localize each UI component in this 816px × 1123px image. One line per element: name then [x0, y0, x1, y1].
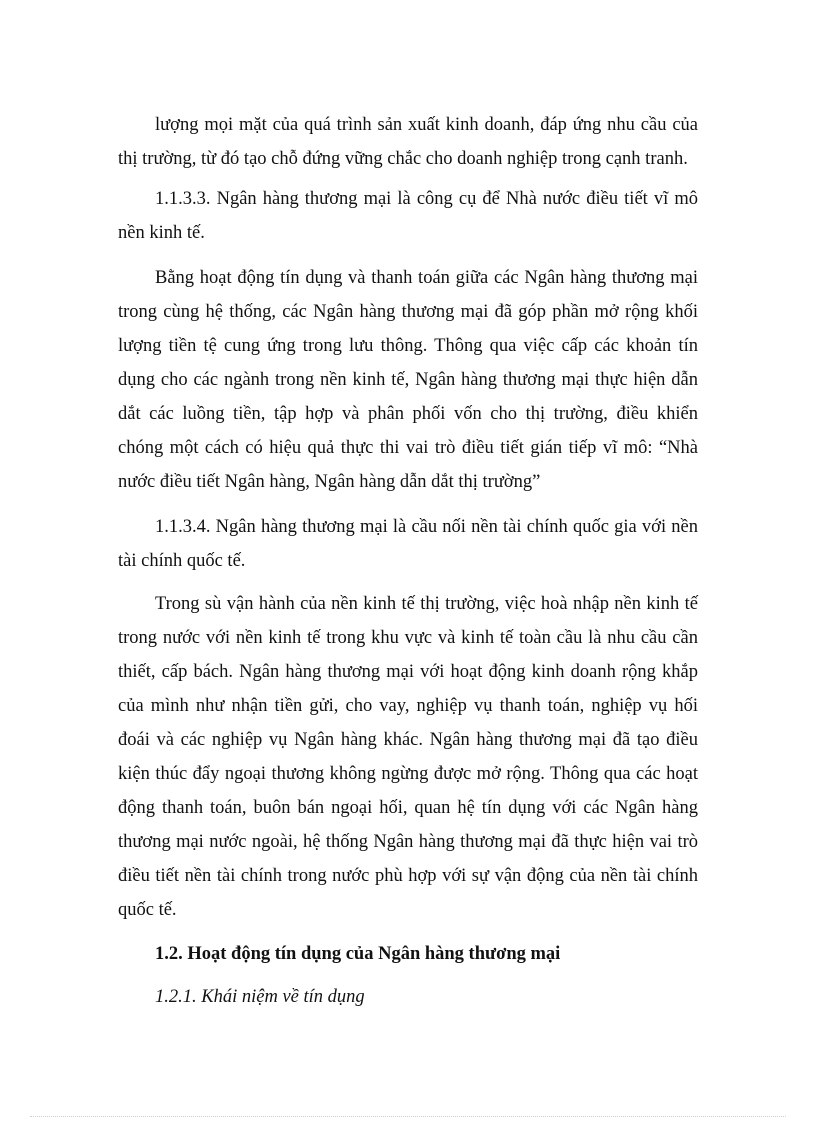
text-line: thiết, cấp bách. Ngân hàng thương mại với hoạt động kinh doanh rộng khắp — [118, 662, 698, 682]
text-line: Trong sù vận hành của nền kinh tế thị trường, việc hoà nhập nền kinh tế — [155, 594, 698, 614]
text-line: trong cùng hệ thống, các Ngân hàng thương mại đã góp phần mở rộng khối — [118, 302, 698, 322]
text-line: thương mại nước ngoài, hệ thống Ngân hàng thương mại đã thực hiện vai trò — [118, 832, 698, 852]
text-line: dắt các luồng tiền, tập hợp và phân phối vốn cho thị trường, điều khiển — [118, 404, 698, 424]
text-line: dụng cho các ngành trong nền kinh tế, Ngân hàng thương mại thực hiện dẫn — [118, 370, 698, 390]
text-line: 1.1.3.3. Ngân hàng thương mại là công cụ để Nhà nước điều tiết vĩ mô — [155, 189, 698, 209]
text-line: nền kinh tế. — [118, 223, 205, 243]
page-bottom-divider — [30, 1116, 786, 1117]
subsection-heading: 1.2.1. Khái niệm về tín dụng — [155, 987, 365, 1007]
section-heading: 1.2. Hoạt động tín dụng của Ngân hàng thương mại — [155, 944, 561, 964]
text-line: điều tiết nền tài chính trong nước phù hợp với sự vận động của nền tài chính — [118, 866, 698, 886]
text-line: lượng mọi mặt của quá trình sản xuất kinh doanh, đáp ứng nhu cầu của — [155, 115, 698, 135]
text-line: Bằng hoạt động tín dụng và thanh toán giữa các Ngân hàng thương mại — [155, 268, 698, 288]
text-line: của mình như nhận tiền gửi, cho vay, nghiệp vụ thanh toán, nghiệp vụ hối — [118, 696, 698, 716]
text-line: nước điều tiết Ngân hàng, Ngân hàng dẫn dắt thị trường” — [118, 472, 541, 492]
text-line: 1.1.3.4. Ngân hàng thương mại là cầu nối nền tài chính quốc gia với nền — [155, 517, 698, 537]
text-line: lượng tiền tệ cung ứng trong lưu thông. Thông qua việc cấp các khoản tín — [118, 336, 698, 356]
text-line: trong nước với nền kinh tế trong khu vực và kinh tế toàn cầu là nhu cầu cần — [118, 628, 698, 648]
text-line: quốc tế. — [118, 900, 177, 920]
text-line: kiện thúc đẩy ngoại thương không ngừng được mở rộng. Thông qua các hoạt — [118, 764, 698, 784]
text-line: thị trường, từ đó tạo chỗ đứng vững chắc cho doanh nghiệp trong cạnh tranh. — [118, 149, 688, 169]
text-line: chóng một cách có hiệu quả thực thi vai trò điều tiết gián tiếp vĩ mô: “Nhà — [118, 438, 698, 458]
text-line: đoái và các nghiệp vụ Ngân hàng khác. Ngân hàng thương mại đã tạo điều — [118, 730, 698, 750]
text-line: tài chính quốc tế. — [118, 551, 246, 571]
text-line: động thanh toán, buôn bán ngoại hối, quan hệ tín dụng với các Ngân hàng — [118, 798, 698, 818]
